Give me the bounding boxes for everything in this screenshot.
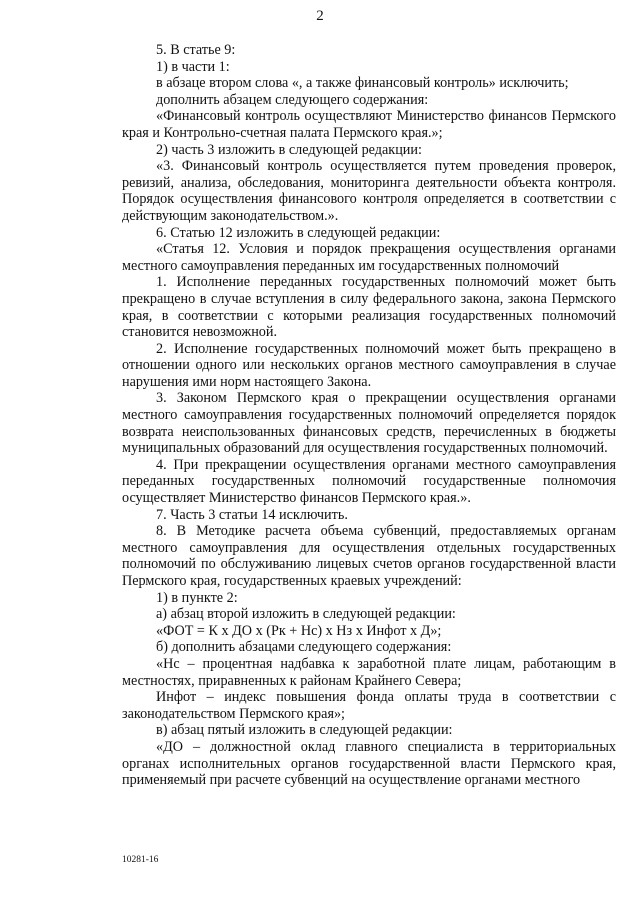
- paragraph: 7. Часть 3 статьи 14 исключить.: [156, 506, 348, 523]
- paragraph: «Финансовый контроль осуществляют Министерство финансов Пермского края и Контрольно-счетная палата Пермского края.»;: [122, 108, 616, 141]
- paragraph: дополнить абзацем следующего содержания:: [156, 91, 429, 108]
- article-heading: «Статья 12. Условия и порядок прекращения осуществления органами местного самоуправления переданных им государственных полномочий: [122, 241, 616, 274]
- paragraph: 1. Исполнение переданных государственных полномочий может быть прекращено в случае вступления в силу федерального закона, закона Пермского края, в соответствии с которыми реализация государственных полномочий становится невозможной.: [122, 274, 616, 341]
- paragraph: «Нс – процентная надбавка к заработной плате лицам, работающим в местностях, приравненных к районам Крайнего Севера;: [122, 655, 616, 689]
- paragraph: 1) в пункте 2:: [156, 589, 238, 606]
- document-body: [122, 42, 616, 789]
- paragraph: а) абзац второй изложить в следующей редакции:: [156, 606, 456, 623]
- paragraph: в абзаце втором слова «, а также финансовый контроль» исключить;: [156, 75, 569, 92]
- paragraph: «3. Финансовый контроль осуществляется путем проведения проверок, ревизий, анализа, обследования, мониторинга деятельности объекта контроля. Порядок осуществления финансового контроля определяется в соответствии с действующим законодательством.».: [122, 158, 616, 224]
- paragraph: 2) часть 3 изложить в следующей редакции:: [156, 141, 422, 158]
- document-code: 10281-16: [122, 855, 159, 865]
- paragraph: 1) в части 1:: [156, 58, 230, 75]
- page-number: 2: [316, 8, 324, 24]
- paragraph: 5. В статье 9:: [156, 42, 236, 58]
- paragraph: в) абзац пятый изложить в следующей редакции:: [156, 722, 453, 739]
- paragraph: «ДО – должностной оклад главного специалиста в территориальных органах исполнительных органов государственной власти Пермского края, применяемый при расчете субвенций на осуществление органами местного: [122, 738, 616, 789]
- paragraph: 6. Статью 12 изложить в следующей редакции:: [156, 224, 441, 241]
- paragraph: 2. Исполнение государственных полномочий может быть прекращено в отношении одного или нескольких органов местного самоуправления в случае нарушения ими норм настоящего Закона.: [122, 340, 616, 390]
- paragraph: Инфот – индекс повышения фонда оплаты труда в соответствии с законодательством Пермского края»;: [122, 689, 616, 722]
- paragraph: 3. Законом Пермского края о прекращении осуществления органами местного самоуправления государственных полномочий определяется порядок возврата неиспользованных финансовых средств, перечисленных в бюджеты муниципальных образований для осуществления государственных полномочий.: [122, 390, 616, 457]
- paragraph: 8. В Методике расчета объема субвенций, предоставляемых органам местного самоуправления для осуществления отдельных государственных полномочий по обслуживанию лицевых счетов органов государственной власти Пермского края, государственных краевых учреждений:: [122, 523, 616, 589]
- paragraph: б) дополнить абзацами следующего содержания:: [156, 639, 452, 656]
- formula: «ФОТ = К х ДО х (Рк + Нс) х Нз х Инфот х Д»;: [156, 622, 442, 639]
- paragraph: 4. При прекращении осуществления органами местного самоуправления переданных государственных полномочий государственные полномочия осуществляет Министерство финансов Пермского края.».: [122, 456, 616, 507]
